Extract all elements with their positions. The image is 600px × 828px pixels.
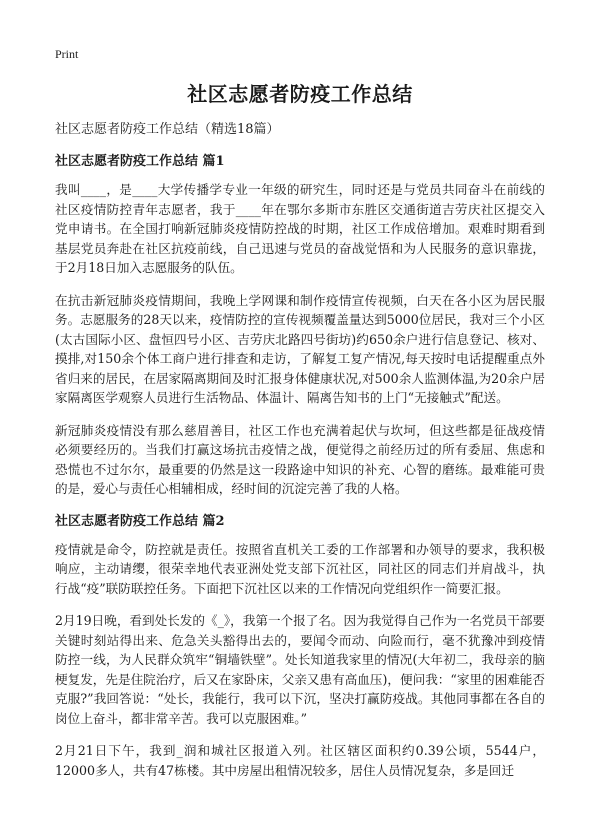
document-title: 社区志愿者防疫工作总结 (187, 82, 413, 106)
section-heading: 社区志愿者防疫工作总结 篇2 (55, 513, 225, 529)
section-2 (55, 512, 545, 781)
print-link[interactable]: Print (55, 47, 79, 61)
paragraph: 新冠肺炎疫情没有那么慈眉善目，社区工作也充满着起伏与坎坷，但这些都是征战疫情必须要经历的。当我们打赢这场抗击疫情之战，便觉得之前经历过的所有委屈、焦虑和恐慌也不过尔尔，最重要的仍然是这一段路途中知识的补充、心智的磨练。最难能可贵的是，爱心与责任心相辅相成，经时间的沉淀完善了我的人格。 (55, 422, 545, 496)
section-heading: 社区志愿者防疫工作总结 篇1 (55, 154, 225, 169)
paragraph: 我叫____，是____大学传播学专业一年级的研究生，同时还是与党员共同奋斗在前线的社区疫情防控青年志愿者，我于____年在鄂尔多斯市东胜区交通街道吉劳庆社区提交入党申请书。在全国打响新冠肺炎疫情防控战的时期，社区工作成倍增加。艰难时期看到基层党员奔赴在社区抗疫前线，自己迅速与党员的奋战觉悟和为人民服务的意识靠拢，于2月18日加入志愿服务的队伍。 (55, 182, 545, 275)
paragraph: 2月19日晚，看到处长发的《_》，我第一个报了名。因为我觉得自己作为一名党员干部要关键时刻站得出来、危急关头豁得出去的，要闻令而动、向险而行，毫不犹豫冲到疫情防控一线，为人民群众筑牢“铜墙铁壁”。处长知道我家里的情况(大年初二，我母亲的脑梗复发，先是住院治疗，后又在家卧床，父亲又患有高血压)，便问我：“家里的困难能否克服?”我回答说：“处长，我能行，我可以下沉，坚决打赢防疫战。其他同事都在各自的岗位上奋斗，都非常辛苦。我可以克服困难。” (55, 613, 546, 726)
paragraph: 在抗击新冠肺炎疫情期间，我晚上学网课和制作疫情宣传视频，白天在各小区为居民服务。志愿服务的28天以来，疫情防控的宣传视频覆盖量达到5000位居民，我对三个小区(太古国际小区、盘恒四号小区、吉劳庆北路四号街坊)约650余户进行信息登记、核对、摸排,对150余个体工商户进行排查和走访，了解复工复产情况,每天按时电话提醒重点外省归来的居民，在居家隔离期间及时汇报身体健康状况,对500余人监测体温,为20余户居家隔离医学观察人员进行生活物品、体温计、隔离告知书的上门“无接触式”配送。 (55, 292, 545, 405)
paragraph: 2月21日下午，我到_润和城社区报道入列。社区辖区面积约0.39公顷，5544户，12000多人，共有47栋楼。其中房屋出租情况较多，居住人员情况复杂，多是回迁 (55, 743, 545, 778)
document-subtitle: 社区志愿者防疫工作总结（精选18篇） (55, 122, 280, 137)
paragraph: 疫情就是命令，防控就是责任。按照省直机关工委的工作部署和办领导的要求，我积极响应，主动请缨，很荣幸地代表亚洲处党支部下沉社区，同社区的同志们并肩战斗，执行战“疫”联防联控任务。下面把下沉社区以来的工作情况向党组织作一简要汇报。 (55, 541, 545, 596)
section-1 (55, 152, 545, 499)
document-body (55, 120, 545, 793)
